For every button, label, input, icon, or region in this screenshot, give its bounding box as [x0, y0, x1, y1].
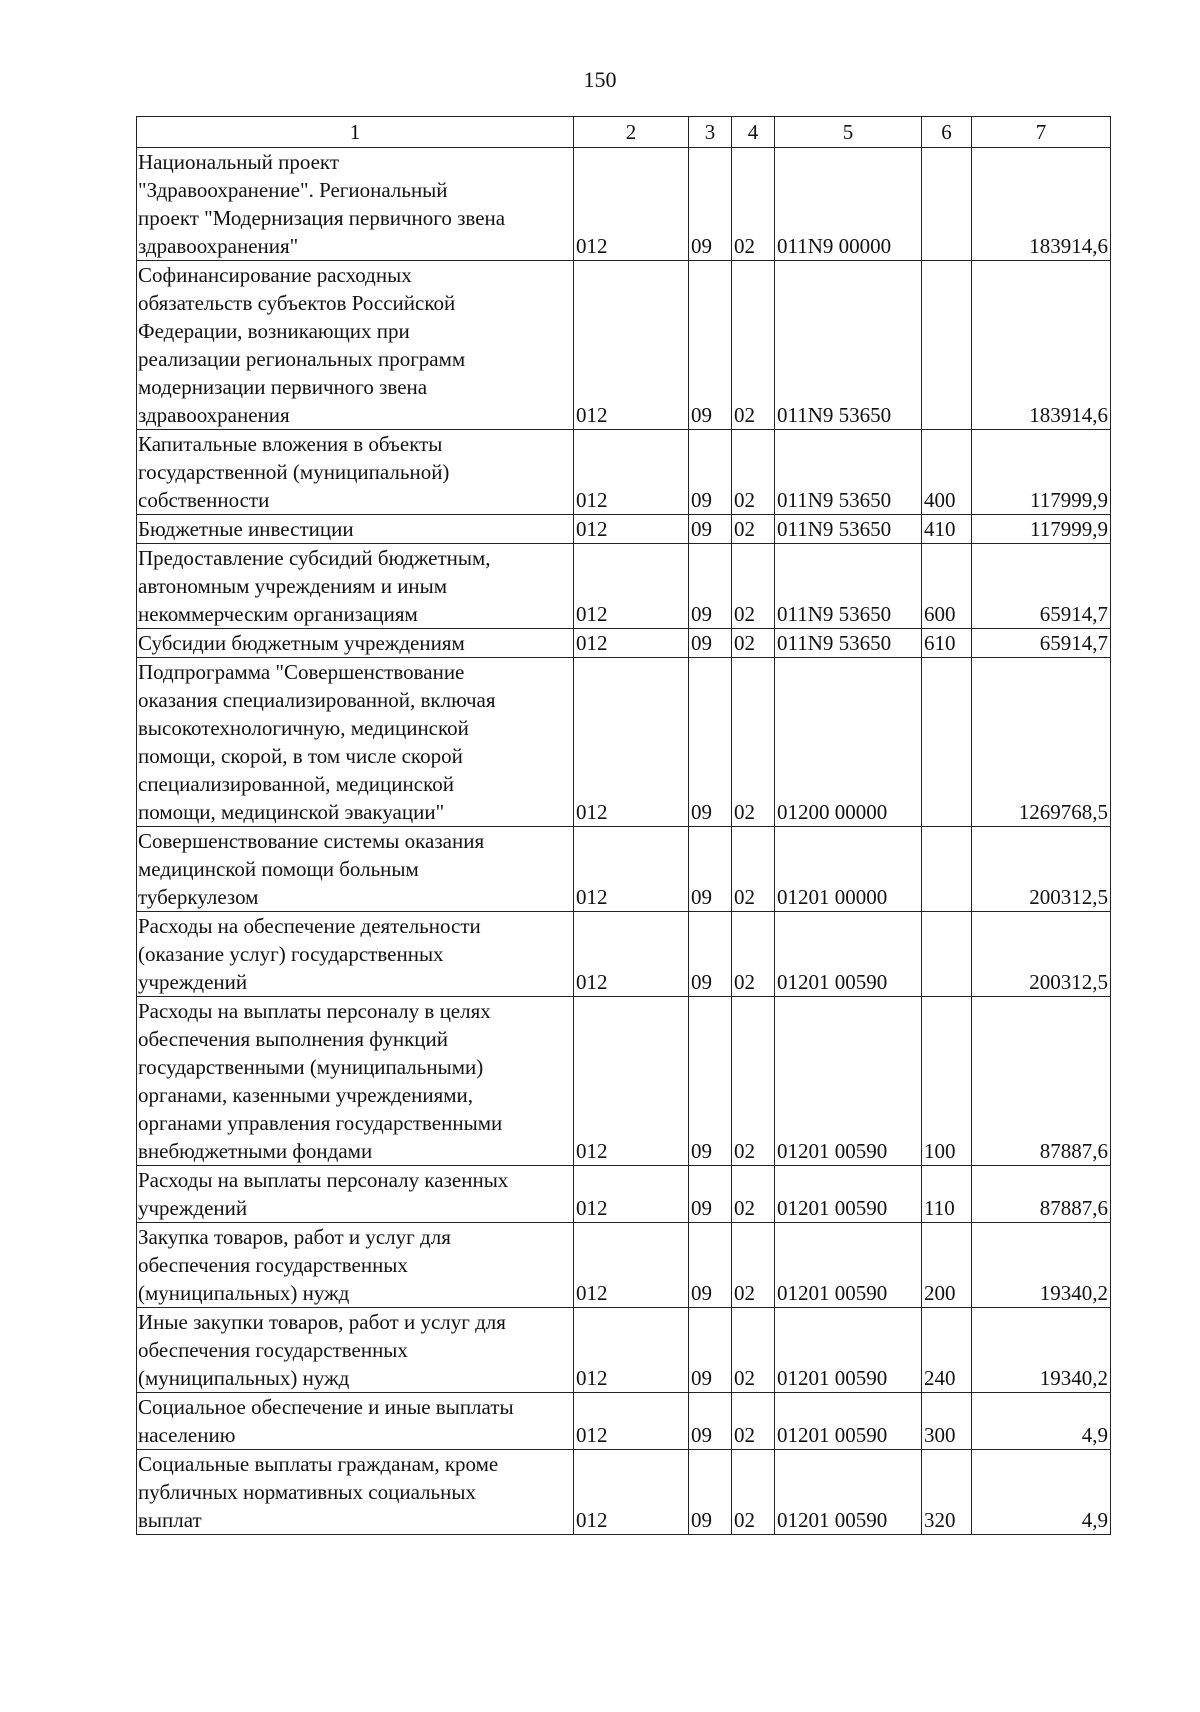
- section-cell: 09: [689, 997, 732, 1166]
- table-row: [137, 261, 1111, 430]
- item-name-line: обязательств субъектов Российской: [138, 291, 456, 315]
- expense-type-cell: 240: [922, 1308, 972, 1393]
- expense-type-cell: 610: [922, 629, 972, 658]
- section-cell: 09: [689, 912, 732, 997]
- ministry-code-cell: 012: [574, 912, 689, 997]
- amount-cell: 4,9: [972, 1393, 1111, 1450]
- section-cell: 09: [689, 261, 732, 430]
- section-cell: 09: [689, 658, 732, 827]
- section-cell: 09: [689, 1308, 732, 1393]
- subsection-cell: 02: [732, 629, 775, 658]
- amount-cell: 200312,5: [972, 827, 1111, 912]
- ministry-code-cell: 012: [574, 1166, 689, 1223]
- item-name-line: населению: [138, 1423, 236, 1447]
- ministry-code-cell: 012: [574, 1450, 689, 1535]
- expense-type-cell: 410: [922, 515, 972, 544]
- item-name-line: Расходы на выплаты персоналу казенных: [138, 1168, 509, 1192]
- item-name-line: органами, казенными учреждениями,: [138, 1083, 474, 1107]
- amount-cell: 19340,2: [972, 1308, 1111, 1393]
- item-name-line: Софинансирование расходных: [138, 263, 412, 287]
- item-name-line: оказания специализированной, включая: [138, 688, 496, 712]
- item-name-cell: [137, 629, 574, 658]
- expense-type-cell: 400: [922, 430, 972, 515]
- ministry-code-cell: 012: [574, 148, 689, 261]
- item-name-line: выплат: [138, 1508, 202, 1532]
- table-row: [137, 912, 1111, 997]
- target-article-cell: 01201 00590: [775, 1393, 922, 1450]
- item-name-line: обеспечения государственных: [138, 1338, 408, 1362]
- item-name-line: автономным учреждениям и иным: [138, 574, 448, 598]
- item-name-line: государственными (муниципальными): [138, 1055, 484, 1079]
- amount-cell: 117999,9: [972, 515, 1111, 544]
- amount-cell: 65914,7: [972, 629, 1111, 658]
- table-row: [137, 658, 1111, 827]
- table-row: [137, 827, 1111, 912]
- table-row: [137, 430, 1111, 515]
- subsection-cell: 02: [732, 1223, 775, 1308]
- item-name-line: Совершенствование системы оказания: [138, 829, 485, 853]
- item-name-line: Расходы на обеспечение деятельности: [138, 914, 481, 938]
- subsection-cell: 02: [732, 261, 775, 430]
- item-name-cell: [137, 148, 574, 261]
- item-name-cell: [137, 1450, 574, 1535]
- table-row: [137, 1308, 1111, 1393]
- table-row: [137, 1450, 1111, 1535]
- subsection-cell: 02: [732, 1308, 775, 1393]
- section-cell: 09: [689, 148, 732, 261]
- table-row: [137, 997, 1111, 1166]
- item-name-line: "Здравоохранение". Региональный: [138, 178, 448, 202]
- expense-type-cell: [922, 827, 972, 912]
- subsection-cell: 02: [732, 827, 775, 912]
- item-name-cell: [137, 997, 574, 1166]
- item-name-cell: [137, 1223, 574, 1308]
- amount-cell: 65914,7: [972, 544, 1111, 629]
- amount-cell: 4,9: [972, 1450, 1111, 1535]
- header-col-5: 5: [775, 117, 922, 148]
- target-article-cell: 01200 00000: [775, 658, 922, 827]
- amount-cell: 200312,5: [972, 912, 1111, 997]
- item-name-line: Подпрограмма "Совершенствование: [138, 660, 465, 684]
- table-body: [137, 148, 1111, 1535]
- item-name-line: туберкулезом: [138, 885, 259, 909]
- item-name-cell: [137, 544, 574, 629]
- subsection-cell: 02: [732, 997, 775, 1166]
- target-article-cell: 01201 00000: [775, 827, 922, 912]
- item-name-line: органами управления государственными: [138, 1111, 503, 1135]
- subsection-cell: 02: [732, 912, 775, 997]
- item-name-line: Расходы на выплаты персоналу в целях: [138, 999, 491, 1023]
- item-name-line: учреждений: [138, 970, 248, 994]
- target-article-cell: 01201 00590: [775, 1308, 922, 1393]
- item-name-line: Федерации, возникающих при: [138, 319, 410, 343]
- ministry-code-cell: 012: [574, 658, 689, 827]
- amount-cell: 117999,9: [972, 430, 1111, 515]
- ministry-code-cell: 012: [574, 261, 689, 430]
- item-name-line: обеспечения выполнения функций: [138, 1027, 449, 1051]
- item-name-cell: [137, 1393, 574, 1450]
- target-article-cell: 01201 00590: [775, 1450, 922, 1535]
- table-header-row: [137, 117, 1111, 148]
- header-col-2: 2: [574, 117, 689, 148]
- item-name-line: Бюджетные инвестиции: [138, 517, 354, 541]
- item-name-line: реализации региональных программ: [138, 347, 466, 371]
- item-name-line: (муниципальных) нужд: [138, 1366, 350, 1390]
- item-name-line: Субсидии бюджетным учреждениям: [138, 631, 465, 655]
- expense-type-cell: [922, 658, 972, 827]
- item-name-line: Иные закупки товаров, работ и услуг для: [138, 1310, 506, 1334]
- amount-cell: 1269768,5: [972, 658, 1111, 827]
- section-cell: 09: [689, 1166, 732, 1223]
- amount-cell: 87887,6: [972, 1166, 1111, 1223]
- item-name-line: государственной (муниципальной): [138, 460, 450, 484]
- target-article-cell: 01201 00590: [775, 912, 922, 997]
- ministry-code-cell: 012: [574, 1393, 689, 1450]
- item-name-line: Социальные выплаты гражданам, кроме: [138, 1452, 499, 1476]
- budget-table: [136, 116, 1111, 1535]
- subsection-cell: 02: [732, 544, 775, 629]
- item-name-cell: [137, 827, 574, 912]
- item-name-line: помощи, скорой, в том числе скорой: [138, 744, 463, 768]
- subsection-cell: 02: [732, 148, 775, 261]
- section-cell: 09: [689, 827, 732, 912]
- item-name-cell: [137, 430, 574, 515]
- header-col-7: 7: [972, 117, 1111, 148]
- expense-type-cell: [922, 912, 972, 997]
- section-cell: 09: [689, 544, 732, 629]
- expense-type-cell: 600: [922, 544, 972, 629]
- section-cell: 09: [689, 515, 732, 544]
- item-name-line: Национальный проект: [138, 150, 340, 174]
- item-name-cell: [137, 1166, 574, 1223]
- expense-type-cell: 200: [922, 1223, 972, 1308]
- item-name-cell: [137, 1308, 574, 1393]
- amount-cell: 183914,6: [972, 261, 1111, 430]
- amount-cell: 183914,6: [972, 148, 1111, 261]
- amount-cell: 87887,6: [972, 997, 1111, 1166]
- subsection-cell: 02: [732, 658, 775, 827]
- item-name-line: (муниципальных) нужд: [138, 1281, 350, 1305]
- item-name-line: проект "Модернизация первичного звена: [138, 206, 506, 230]
- table-row: [137, 544, 1111, 629]
- ministry-code-cell: 012: [574, 827, 689, 912]
- table-row: [137, 1393, 1111, 1450]
- header-col-4: 4: [732, 117, 775, 148]
- section-cell: 09: [689, 1450, 732, 1535]
- item-name-line: некоммерческим организациям: [138, 602, 418, 626]
- expense-type-cell: 300: [922, 1393, 972, 1450]
- item-name-line: медицинской помощи больным: [138, 857, 419, 881]
- item-name-line: Социальное обеспечение и иные выплаты: [138, 1395, 514, 1419]
- item-name-line: (оказание услуг) государственных: [138, 942, 444, 966]
- ministry-code-cell: 012: [574, 629, 689, 658]
- item-name-line: Капитальные вложения в объекты: [138, 432, 443, 456]
- target-article-cell: 01201 00590: [775, 1166, 922, 1223]
- section-cell: 09: [689, 1393, 732, 1450]
- item-name-line: собственности: [138, 488, 270, 512]
- target-article-cell: 011N9 53650: [775, 261, 922, 430]
- item-name-line: учреждений: [138, 1196, 248, 1220]
- ministry-code-cell: 012: [574, 515, 689, 544]
- subsection-cell: 02: [732, 1450, 775, 1535]
- subsection-cell: 02: [732, 1393, 775, 1450]
- subsection-cell: 02: [732, 1166, 775, 1223]
- amount-cell: 19340,2: [972, 1223, 1111, 1308]
- item-name-cell: [137, 912, 574, 997]
- ministry-code-cell: 012: [574, 1308, 689, 1393]
- ministry-code-cell: 012: [574, 1223, 689, 1308]
- table-row: [137, 148, 1111, 261]
- item-name-line: Закупка товаров, работ и услуг для: [138, 1225, 451, 1249]
- subsection-cell: 02: [732, 430, 775, 515]
- header-col-6: 6: [922, 117, 972, 148]
- ministry-code-cell: 012: [574, 430, 689, 515]
- target-article-cell: 011N9 53650: [775, 544, 922, 629]
- subsection-cell: 02: [732, 515, 775, 544]
- target-article-cell: 011N9 53650: [775, 629, 922, 658]
- item-name-cell: [137, 515, 574, 544]
- item-name-line: Предоставление субсидий бюджетным,: [138, 546, 491, 570]
- target-article-cell: 011N9 53650: [775, 515, 922, 544]
- ministry-code-cell: 012: [574, 997, 689, 1166]
- table-row: [137, 629, 1111, 658]
- item-name-cell: [137, 658, 574, 827]
- expense-type-cell: 320: [922, 1450, 972, 1535]
- item-name-line: помощи, медицинской эвакуации": [138, 800, 445, 824]
- item-name-line: модернизации первичного звена: [138, 375, 428, 399]
- header-col-1: 1: [137, 117, 574, 148]
- expense-type-cell: [922, 261, 972, 430]
- section-cell: 09: [689, 1223, 732, 1308]
- target-article-cell: 011N9 53650: [775, 430, 922, 515]
- expense-type-cell: [922, 148, 972, 261]
- expense-type-cell: 110: [922, 1166, 972, 1223]
- target-article-cell: 01201 00590: [775, 1223, 922, 1308]
- ministry-code-cell: 012: [574, 544, 689, 629]
- item-name-line: обеспечения государственных: [138, 1253, 408, 1277]
- section-cell: 09: [689, 629, 732, 658]
- item-name-line: специализированной, медицинской: [138, 772, 454, 796]
- expense-type-cell: 100: [922, 997, 972, 1166]
- item-name-line: здравоохранения": [138, 234, 299, 258]
- target-article-cell: 01201 00590: [775, 997, 922, 1166]
- item-name-line: публичных нормативных социальных: [138, 1480, 476, 1504]
- section-cell: 09: [689, 430, 732, 515]
- table-row: [137, 1166, 1111, 1223]
- header-col-3: 3: [689, 117, 732, 148]
- target-article-cell: 011N9 00000: [775, 148, 922, 261]
- table-row: [137, 515, 1111, 544]
- item-name-line: здравоохранения: [138, 403, 290, 427]
- item-name-line: высокотехнологичную, медицинской: [138, 716, 469, 740]
- item-name-line: внебюджетными фондами: [138, 1139, 373, 1163]
- table-row: [137, 1223, 1111, 1308]
- item-name-cell: [137, 261, 574, 430]
- page-number: 150: [583, 67, 617, 92]
